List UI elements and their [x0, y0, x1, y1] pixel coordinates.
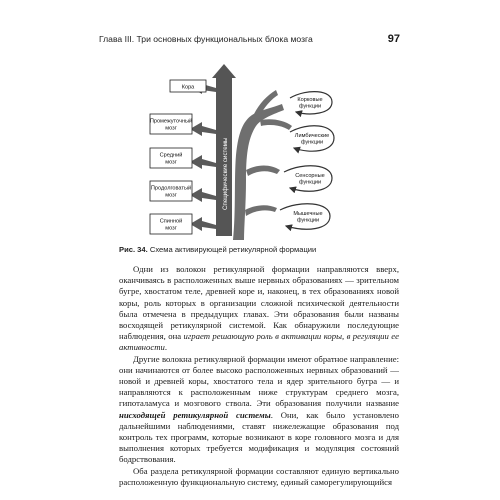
- box-label: мозг: [165, 192, 177, 199]
- paragraph: [119, 466, 399, 488]
- box-label: Средний: [159, 152, 183, 159]
- function-label: Сенсорные: [295, 173, 325, 179]
- function-label: функции: [300, 139, 324, 146]
- text-run: . Они, как было установлено дальнейшими наблюдениями, ставят нижележащие образования под контроль тех программ, которые возникают в коре головного мозга и для выполнения которых требуется модификация и модуляция состояний бодрствования.: [119, 409, 399, 465]
- function-label: функции: [296, 217, 320, 224]
- text-run: играет решающую роль в активации коры, в регуляции ее активности: [119, 331, 399, 353]
- band-arrows: [190, 80, 216, 231]
- box-label: мозг: [165, 159, 177, 166]
- feedback-arrows: [280, 92, 334, 230]
- paragraph: [119, 264, 399, 354]
- text-run: Другие волокна ретикулярной формации имеют обратное направление: они начинаются от более высоко расположенных нервных образований — новой и древней коры, хвостатого тела и ядер зрительного бугра — и направляются к расположенным ниже структурам среднего мозга, гипоталамуса и мозгового ствола. Эти образования получили название: [119, 353, 399, 409]
- caption-text: Схема активирующей ретикулярной формации: [149, 245, 317, 254]
- figure-caption: [119, 245, 399, 254]
- specific-systems-label: Специфические системы: [222, 137, 229, 210]
- function-label: функции: [298, 179, 322, 186]
- box-label: Продолговатый: [150, 185, 192, 192]
- body-text: [119, 264, 399, 488]
- function-label: функции: [298, 103, 322, 110]
- text-run: Одни из волокон ретикулярной формации направляются вверх, оканчиваясь в расположенных выше нервных образованиях — зрительном бугре, хвостатом теле, древней коре и, наконец, в тех образованиях новой коры, роль которых в организации сложной психической деятельности была отмечена в предыдущих главах. Эти образования были названы восходящей ретикулярной системой. Как обнаружили последующие наблюдения, она: [119, 264, 399, 342]
- caption-label: Рис. 34.: [119, 245, 148, 254]
- box-label: Спинной: [159, 218, 183, 225]
- reticular-formation-figure: [140, 60, 375, 242]
- function-label: Корковые: [297, 97, 323, 103]
- box-label: мозг: [165, 125, 177, 132]
- box-label: мозг: [165, 225, 177, 232]
- text-run: нисходящей ретикулярной системы: [119, 409, 271, 420]
- running-head: Глава III. Три основных функциональных блока мозга: [99, 34, 313, 44]
- reticular-trunk: [233, 90, 292, 240]
- function-label: Лимбические: [294, 133, 330, 139]
- function-label: Мышечные: [293, 211, 323, 217]
- paragraph: [119, 354, 399, 466]
- figure-svg: [140, 60, 375, 242]
- page-number: 97: [387, 33, 400, 45]
- box-label: Кора: [181, 84, 195, 91]
- text-run: Оба раздела ретикулярной формации составляют единую вертикально расположенную функциональную систему, единый саморегулирующийся: [119, 465, 399, 487]
- text-run: .: [164, 342, 167, 353]
- left-boxes: [150, 80, 206, 234]
- box-label: Промежуточный: [149, 118, 193, 125]
